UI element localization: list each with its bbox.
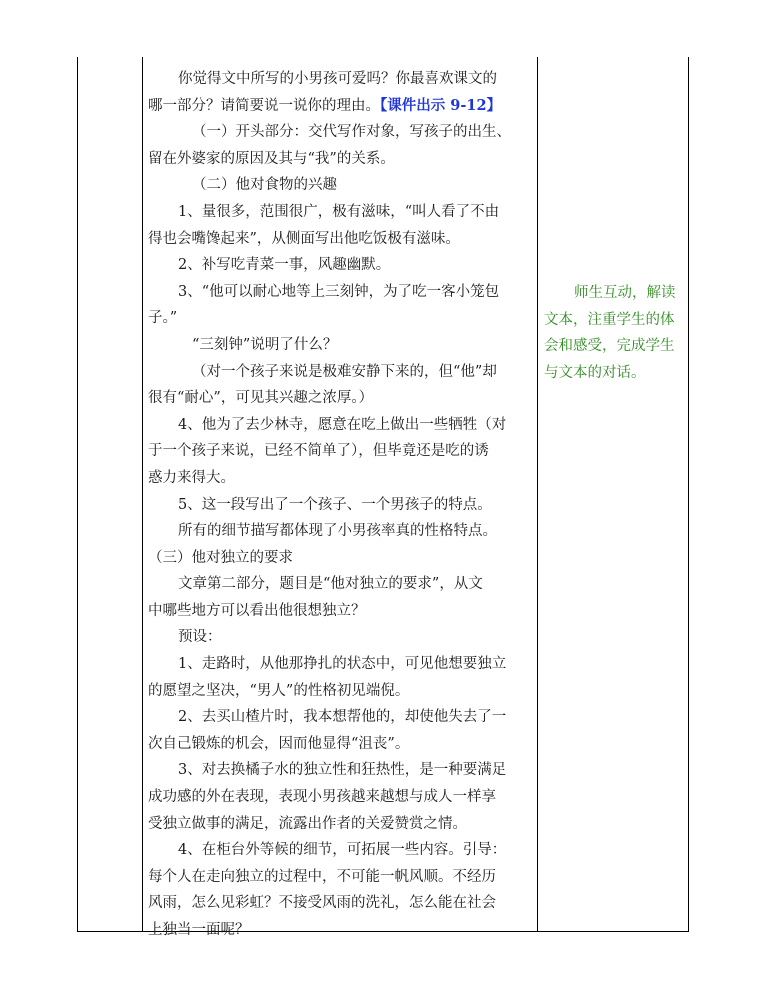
paragraph-line xyxy=(148,438,534,465)
paragraph-line xyxy=(148,359,534,386)
courseware-highlight: 【课件出示 9-12】 xyxy=(380,96,502,114)
column-divider-right xyxy=(537,57,538,931)
note-line-text: 师生互动，解读 xyxy=(574,285,676,301)
paragraph-line xyxy=(148,731,534,758)
paragraph-line xyxy=(148,518,534,545)
paragraph-line-text: 你觉得文中所写的小男孩可爱吗？你最喜欢课文的 xyxy=(178,71,497,87)
paragraph-line xyxy=(148,651,534,678)
paragraph-line xyxy=(148,199,534,226)
paragraph-line xyxy=(148,146,534,173)
paragraph-line xyxy=(148,226,534,253)
paragraph-line-text: 每个人在走向独立的过程中，不可能一帆风顺。不经历 xyxy=(148,868,496,885)
note-line-text: 文本，注重学生的体 xyxy=(544,311,675,328)
paragraph-line xyxy=(148,598,534,625)
paragraph-line-text: （对一个孩子来说是极难安静下来的，但“他”却 xyxy=(192,363,497,380)
design-intent-column xyxy=(544,280,689,386)
paragraph-line xyxy=(148,757,534,784)
paragraph-line xyxy=(148,172,534,199)
paragraph-line xyxy=(148,678,534,705)
paragraph-line-text: 风雨，怎么见彩虹？不接受风雨的洗礼，怎么能在社会 xyxy=(148,895,496,912)
paragraph-line-text: （一）开头部分：交代写作对象，写孩子的出生、 xyxy=(192,124,511,141)
paragraph-line-text: 于一个孩子来说，已经不简单了），但毕竟还是吃的诱 xyxy=(148,443,489,460)
paragraph-line xyxy=(148,864,534,891)
paragraph-line-text: 成功感的外在表现，表现小男孩越来越想与成人一样享 xyxy=(148,789,496,806)
note-line xyxy=(544,333,689,360)
paragraph-line-text: （二）他对食物的兴趣 xyxy=(192,177,337,194)
paragraph-line xyxy=(148,332,534,359)
paragraph-line xyxy=(148,279,534,306)
paragraph-line xyxy=(148,890,534,917)
paragraph-line-text: 的愿望之坚决，“男人”的性格初见端倪。 xyxy=(148,682,410,699)
paragraph-line xyxy=(148,811,534,838)
paragraph-line xyxy=(148,837,534,864)
paragraph-line xyxy=(148,412,534,439)
paragraph-line-text: 1、走路时，从他那挣扎的状态中，可见他想要独立 xyxy=(178,656,507,673)
paragraph-line-text: 很有“耐心”，可见其兴趣之浓厚。） xyxy=(148,390,374,407)
paragraph-line-text: 3、对去换橘子水的独立性和狂热性，是一种要满足 xyxy=(178,762,507,779)
note-line xyxy=(544,280,689,307)
column-divider-left xyxy=(142,57,143,931)
paragraph-line xyxy=(148,93,534,120)
paragraph-line-text: 中哪些地方可以看出他很想独立？ xyxy=(148,602,366,619)
note-line xyxy=(544,360,689,387)
paragraph-line-text: 3、“他可以耐心地等上三刻钟，为了吃一客小笼包 xyxy=(178,283,500,300)
paragraph-line xyxy=(148,385,534,412)
paragraph-line-text: （三）他对独立的要求 xyxy=(148,549,293,566)
paragraph-line-text: 1、量很多，范围很广，极有滋味，“叫人看了不由 xyxy=(178,203,500,220)
paragraph-line-text: 5、这一段写出了一个孩子、一个男孩子的特点。 xyxy=(178,496,492,513)
paragraph-line-text: 4、在柜台外等候的细节，可拓展一些内容。引导： xyxy=(178,842,507,859)
paragraph-line xyxy=(148,784,534,811)
paragraph-line xyxy=(148,252,534,279)
note-line xyxy=(544,307,689,334)
paragraph-line xyxy=(148,545,534,572)
paragraph-line-text: 留在外婆家的原因及其与“我”的关系。 xyxy=(148,150,395,167)
paragraph-line-text: 受独立做事的满足，流露出作者的关爱赞赏之情。 xyxy=(148,815,467,832)
paragraph-line-text: 4、他为了去少林寺，愿意在吃上做出一些牺牲（对 xyxy=(178,416,507,433)
paragraph-line-text: 预设： xyxy=(178,629,222,646)
paragraph-line-text: 次自己锻炼的机会，因而他显得“沮丧”。 xyxy=(148,735,410,752)
paragraph-line-text: 文章第二部分，题目是“他对独立的要求”，从文 xyxy=(178,576,483,593)
paragraph-line-text: 哪一部分？请简要说一说你的理由。 xyxy=(148,97,380,114)
paragraph-line-text: 上独当一面呢？ xyxy=(148,922,250,938)
paragraph-line xyxy=(148,624,534,651)
note-line-text: 与文本的对话。 xyxy=(544,364,646,381)
paragraph-line xyxy=(148,492,534,519)
paragraph-line-text: 2、补写吃青菜一事，风趣幽默。 xyxy=(178,257,391,274)
paragraph-line xyxy=(148,305,534,332)
paragraph-line xyxy=(148,571,534,598)
paragraph-line-text: 惑力来得大。 xyxy=(148,469,235,486)
paragraph-line-text: 所有的细节描写都体现了小男孩率真的性格特点。 xyxy=(178,523,497,540)
paragraph-line xyxy=(148,119,534,146)
paragraph-line-text: “三刻钟”说明了什么？ xyxy=(192,336,338,353)
paragraph-line-text: 子。” xyxy=(148,310,178,327)
lesson-table xyxy=(77,57,689,938)
paragraph-line xyxy=(148,66,534,93)
paragraph-line-text: 得也会嘴馋起来”，从侧面写出他吃饭极有滋味。 xyxy=(148,230,460,247)
paragraph-line xyxy=(148,704,534,731)
note-line-text: 会和感受，完成学生 xyxy=(544,338,675,355)
paragraph-line xyxy=(148,465,534,492)
teaching-process-column xyxy=(148,66,534,944)
paragraph-line xyxy=(148,917,534,944)
paragraph-line-text: 2、去买山楂片时，我本想帮他的，却使他失去了一 xyxy=(178,709,507,726)
